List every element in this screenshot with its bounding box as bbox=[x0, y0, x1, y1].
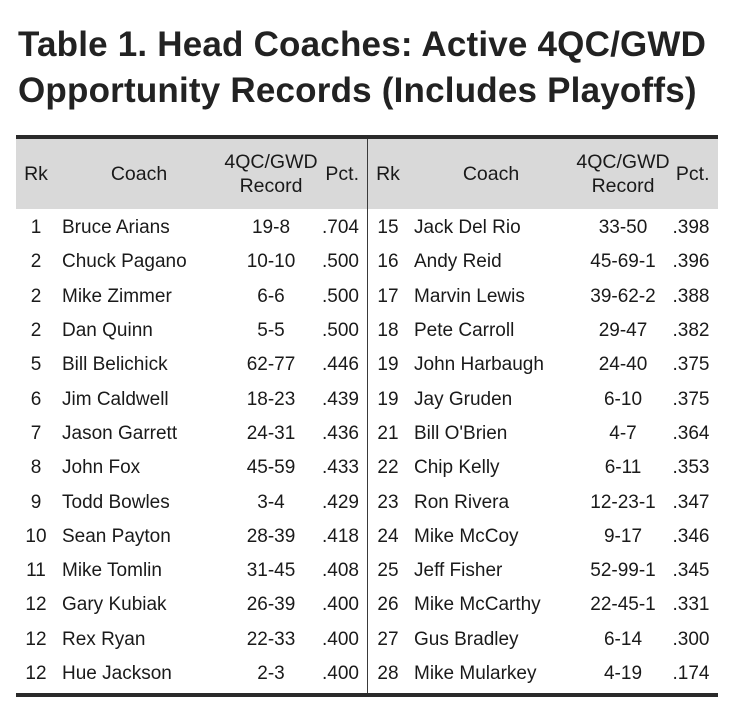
coach-cell: Chuck Pagano bbox=[62, 251, 187, 273]
header-pct: Pct. bbox=[325, 163, 359, 185]
pct-cell: .436 bbox=[322, 422, 359, 444]
coach-cell: Pete Carroll bbox=[414, 320, 515, 342]
header-coach: Coach bbox=[462, 163, 520, 185]
pct-cell: .433 bbox=[322, 457, 359, 479]
record-cell: 18-23 bbox=[246, 388, 296, 410]
rank-cell: 26 bbox=[377, 594, 399, 616]
rank-cell: 10 bbox=[25, 525, 47, 547]
coach-cell: Ron Rivera bbox=[414, 491, 510, 513]
rank-cell: 1 bbox=[30, 217, 42, 239]
coach-cell: Gary Kubiak bbox=[62, 594, 167, 616]
rank-cell: 6 bbox=[30, 388, 42, 410]
coach-cell: Mike McCoy bbox=[414, 525, 519, 547]
pct-cell: .375 bbox=[672, 354, 710, 376]
record-cell: 5-5 bbox=[257, 320, 285, 342]
rank-cell: 21 bbox=[377, 422, 399, 444]
pct-cell: .400 bbox=[322, 628, 359, 650]
record-cell: 28-39 bbox=[246, 525, 296, 547]
record-cell: 24-31 bbox=[246, 422, 296, 444]
coach-cell: Mike Tomlin bbox=[62, 560, 162, 582]
pct-cell: .429 bbox=[322, 491, 359, 513]
record-cell: 39-62-2 bbox=[590, 285, 656, 307]
table-row bbox=[368, 382, 718, 416]
coach-cell: Todd Bowles bbox=[62, 491, 170, 513]
rank-cell: 18 bbox=[377, 320, 399, 342]
coach-cell: John Fox bbox=[62, 457, 141, 479]
coach-cell: Mike McCarthy bbox=[414, 594, 541, 616]
pct-cell: .346 bbox=[672, 525, 710, 547]
record-cell: 4-7 bbox=[609, 422, 637, 444]
record-cell: 12-23-1 bbox=[590, 491, 656, 513]
coach-cell: Hue Jackson bbox=[62, 663, 172, 684]
right-rows bbox=[368, 209, 718, 693]
rank-cell: 2 bbox=[30, 320, 42, 342]
table-row bbox=[16, 554, 367, 588]
pct-cell: .174 bbox=[672, 663, 710, 684]
table-row bbox=[368, 348, 718, 382]
rank-cell: 19 bbox=[377, 388, 399, 410]
header-coach: Coach bbox=[110, 163, 168, 185]
pct-cell: .347 bbox=[672, 491, 710, 513]
rank-cell: 12 bbox=[25, 663, 47, 684]
pct-cell: .364 bbox=[672, 422, 710, 444]
rank-cell: 2 bbox=[30, 285, 42, 307]
pct-cell: .446 bbox=[322, 354, 359, 376]
pct-cell: .398 bbox=[672, 217, 710, 239]
record-cell: 10-10 bbox=[246, 251, 296, 273]
pct-cell: .408 bbox=[322, 560, 359, 582]
rank-cell: 19 bbox=[377, 354, 399, 376]
table-row bbox=[16, 520, 367, 554]
rank-cell: 16 bbox=[377, 251, 399, 273]
pct-cell: .704 bbox=[322, 217, 359, 239]
coach-cell: Rex Ryan bbox=[62, 628, 146, 650]
coach-cell: Marvin Lewis bbox=[414, 285, 525, 307]
coach-cell: Bruce Arians bbox=[62, 217, 170, 239]
coach-cell: Gus Bradley bbox=[414, 628, 519, 650]
record-cell: 6-14 bbox=[603, 628, 643, 650]
pct-cell: .353 bbox=[672, 457, 710, 479]
record-cell: 29-47 bbox=[598, 320, 648, 342]
record-cell: 3-4 bbox=[257, 491, 285, 513]
table-row bbox=[16, 657, 367, 691]
table-halves bbox=[16, 139, 718, 693]
table-left-half bbox=[16, 139, 367, 693]
rank-cell: 7 bbox=[30, 422, 42, 444]
title-line-2: Opportunity Records (Includes Playoffs) bbox=[18, 71, 697, 110]
coach-cell: Chip Kelly bbox=[414, 457, 500, 479]
record-cell: 4-19 bbox=[603, 663, 643, 684]
rank-cell: 9 bbox=[30, 491, 42, 513]
table-row bbox=[368, 280, 718, 314]
table-row bbox=[368, 417, 718, 451]
table-row bbox=[16, 280, 367, 314]
table-row bbox=[368, 451, 718, 485]
header-record-line-2: Record bbox=[239, 175, 303, 197]
table-row bbox=[16, 623, 367, 657]
record-cell: 52-99-1 bbox=[590, 560, 656, 582]
pct-cell: .382 bbox=[672, 320, 710, 342]
record-cell: 19-8 bbox=[251, 217, 291, 239]
table-row bbox=[16, 588, 367, 622]
record-cell: 45-59 bbox=[246, 457, 296, 479]
header-rk: Rk bbox=[376, 163, 400, 185]
table-row bbox=[16, 417, 367, 451]
coaches-table bbox=[16, 135, 718, 697]
pct-cell: .418 bbox=[322, 525, 359, 547]
table-row bbox=[368, 623, 718, 657]
coach-cell: Dan Quinn bbox=[62, 320, 153, 342]
rank-cell: 8 bbox=[30, 457, 42, 479]
header-record-line-1: 4QC/GWD bbox=[576, 151, 670, 173]
pct-cell: .500 bbox=[322, 320, 359, 342]
rank-cell: 25 bbox=[377, 560, 399, 582]
header-record bbox=[574, 150, 672, 198]
coach-cell: Jeff Fisher bbox=[414, 560, 503, 582]
rank-cell: 12 bbox=[25, 628, 47, 650]
header-row-left bbox=[16, 139, 367, 209]
table-row bbox=[16, 451, 367, 485]
table-row bbox=[368, 211, 718, 245]
rank-cell: 27 bbox=[377, 628, 399, 650]
coach-cell: Bill Belichick bbox=[62, 354, 168, 376]
pct-cell: .388 bbox=[672, 285, 710, 307]
rank-cell: 5 bbox=[30, 354, 42, 376]
record-cell: 9-17 bbox=[603, 525, 643, 547]
table-right-half bbox=[367, 139, 718, 693]
rank-cell: 22 bbox=[377, 457, 399, 479]
table-row bbox=[368, 657, 718, 691]
table-row bbox=[368, 485, 718, 519]
record-cell: 33-50 bbox=[598, 217, 648, 239]
table-row bbox=[16, 485, 367, 519]
record-cell: 45-69-1 bbox=[590, 251, 656, 273]
coach-cell: Andy Reid bbox=[414, 251, 502, 273]
record-cell: 2-3 bbox=[257, 663, 285, 684]
pct-cell: .300 bbox=[672, 628, 710, 650]
pct-cell: .345 bbox=[672, 560, 710, 582]
record-cell: 26-39 bbox=[246, 594, 296, 616]
record-cell: 22-33 bbox=[246, 628, 296, 650]
table-title bbox=[18, 22, 728, 114]
pct-cell: .396 bbox=[672, 251, 710, 273]
header-record-line-1: 4QC/GWD bbox=[224, 151, 318, 173]
table-row bbox=[368, 554, 718, 588]
left-rows bbox=[16, 209, 367, 693]
pct-cell: .375 bbox=[672, 388, 710, 410]
pct-cell: .500 bbox=[322, 285, 359, 307]
header-pct: Pct. bbox=[675, 163, 710, 185]
header-record bbox=[222, 150, 320, 198]
record-cell: 62-77 bbox=[246, 354, 296, 376]
record-cell: 22-45-1 bbox=[590, 594, 656, 616]
coach-cell: Jack Del Rio bbox=[414, 217, 521, 239]
rank-cell: 24 bbox=[377, 525, 399, 547]
rank-cell: 2 bbox=[30, 251, 42, 273]
coach-cell: John Harbaugh bbox=[414, 354, 544, 376]
coach-cell: Jason Garrett bbox=[62, 422, 178, 444]
rank-cell: 15 bbox=[377, 217, 399, 239]
header-row-right bbox=[368, 139, 718, 209]
pct-cell: .439 bbox=[322, 388, 359, 410]
table-row bbox=[368, 314, 718, 348]
pct-cell: .500 bbox=[322, 251, 359, 273]
table-row bbox=[368, 245, 718, 279]
pct-cell: .331 bbox=[672, 594, 710, 616]
table-row bbox=[16, 211, 367, 245]
pct-cell: .400 bbox=[322, 663, 359, 684]
header-rk: Rk bbox=[24, 163, 48, 185]
coach-cell: Mike Zimmer bbox=[62, 285, 172, 307]
coach-cell: Jay Gruden bbox=[414, 388, 513, 410]
coach-cell: Jim Caldwell bbox=[62, 388, 169, 410]
table-row bbox=[16, 348, 367, 382]
table-row bbox=[368, 520, 718, 554]
rank-cell: 23 bbox=[377, 491, 399, 513]
table-row bbox=[368, 588, 718, 622]
pct-cell: .400 bbox=[322, 594, 359, 616]
record-cell: 6-6 bbox=[257, 285, 285, 307]
record-cell: 31-45 bbox=[246, 560, 296, 582]
rank-cell: 28 bbox=[377, 663, 399, 684]
rank-cell: 17 bbox=[377, 285, 399, 307]
table-row bbox=[16, 314, 367, 348]
record-cell: 6-11 bbox=[604, 457, 642, 479]
rank-cell: 11 bbox=[26, 560, 46, 582]
rank-cell: 12 bbox=[25, 594, 47, 616]
coach-cell: Sean Payton bbox=[62, 525, 171, 547]
record-cell: 24-40 bbox=[598, 354, 648, 376]
coach-cell: Bill O'Brien bbox=[414, 422, 508, 444]
title-line-1: Table 1. Head Coaches: Active 4QC/GWD bbox=[18, 25, 707, 64]
coach-cell: Mike Mularkey bbox=[414, 663, 537, 684]
table-row bbox=[16, 382, 367, 416]
table-row bbox=[16, 245, 367, 279]
record-cell: 6-10 bbox=[603, 388, 643, 410]
header-record-line-2: Record bbox=[591, 175, 655, 197]
